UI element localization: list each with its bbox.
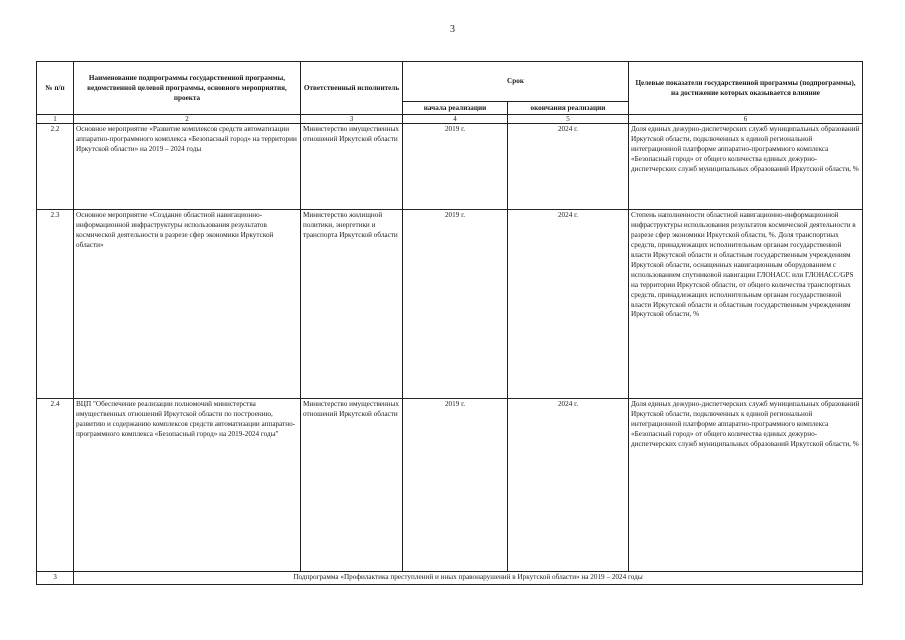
- row-targets: Доля единых дежурно-диспетчерских служб муниципальных образований Иркутской области, подключенных к единой региональной интеграционной платформе аппаратно-программного комплекса «Безопасный город» от общего количества единых дежурно-диспетчерских служб муниципальных образований Иркутской области, %: [629, 399, 863, 572]
- row-start: 2019 г.: [403, 124, 508, 210]
- header-targets: Целевые показатели государственной программы (подпрограммы), на достижение которых оказывается влияние: [629, 62, 863, 115]
- row-executor: Министерство жилищной политики, энергетики и транспорта Иркутской области: [301, 210, 403, 399]
- row-name: ВЦП "Обеспечение реализации полномочий министерства имущественных отношений Иркутской области по построению, развитию и содержанию комплексов средств автоматизации аппаратно-программного комплекса «Безопасный город» на 2019-2024 годы": [74, 399, 301, 572]
- table-row: [37, 210, 863, 399]
- header-term: Срок: [403, 62, 629, 102]
- row-name: Основное мероприятие «Создание областной навигационно-информационной инфраструктуры использования результатов космической деятельности в разрезе сфер экономики Иркутской области»: [74, 210, 301, 399]
- row-num: 2.4: [37, 399, 74, 572]
- row-executor: Министерство имущественных отношений Иркутской области: [301, 124, 403, 210]
- col-number: 5: [508, 115, 629, 124]
- row-end: 2024 г.: [508, 124, 629, 210]
- program-table: [36, 61, 863, 585]
- col-number: 2: [74, 115, 301, 124]
- row-start: 2019 г.: [403, 210, 508, 399]
- row-start: 2019 г.: [403, 399, 508, 572]
- table-row: [37, 399, 863, 572]
- header-start: начала реализации: [403, 102, 508, 115]
- subprogram-row: [37, 572, 863, 585]
- page-number: 3: [450, 24, 455, 35]
- header-name: Наименование подпрограммы государственной программы, ведомственной целевой программы, основного мероприятия, проекта: [74, 62, 301, 115]
- col-number: 3: [301, 115, 403, 124]
- col-number: 6: [629, 115, 863, 124]
- header-num: № п/п: [37, 62, 74, 115]
- row-name: Основное мероприятие «Развитие комплексов средств автоматизации аппаратно-программного комплекса «Безопасный город» на территории Иркутской области» на 2019 – 2024 годы: [74, 124, 301, 210]
- header-executor: Ответственный исполнитель: [301, 62, 403, 115]
- row-end: 2024 г.: [508, 399, 629, 572]
- row-targets: Доля единых дежурно-диспетчерских служб муниципальных образований Иркутской области, подключенных к единой региональной интеграционной платформе аппаратно-программного комплекса «Безопасный город» от общего количества единых дежурно-диспетчерских служб муниципальных образований Иркутской области, %: [629, 124, 863, 210]
- header-end: окончания реализации: [508, 102, 629, 115]
- row-executor: Министерство имущественных отношений Иркутской области: [301, 399, 403, 572]
- subprogram-title: Подпрограмма «Профилактика преступлений и иных правонарушений в Иркутской области» на 2019 – 2024 годы: [74, 572, 863, 585]
- row-num: 2.3: [37, 210, 74, 399]
- row-num: 2.2: [37, 124, 74, 210]
- row-end: 2024 г.: [508, 210, 629, 399]
- col-number: 1: [37, 115, 74, 124]
- table-row: [37, 124, 863, 210]
- subprogram-num: 3: [37, 572, 74, 585]
- row-targets: Степень наполненности областной навигационно-информационной инфраструктуры использования результатов космической деятельности в разрезе сфер экономики Иркутской области, %. Доля транспортных средств, принадлежащих исполнительным органам государственной власти Иркутской области и областным государственным учреждениям Иркутской области, оснащенных навигационным оборудованием с использованием спутниковой навигации ГЛОНАСС или ГЛОНАСС/GPS на территории Иркутской области, от общего количества транспортных средств, принадлежащих исполнительным органам государственной власти Иркутской области и областным государственным учреждениям Иркутской области, %: [629, 210, 863, 399]
- col-number: 4: [403, 115, 508, 124]
